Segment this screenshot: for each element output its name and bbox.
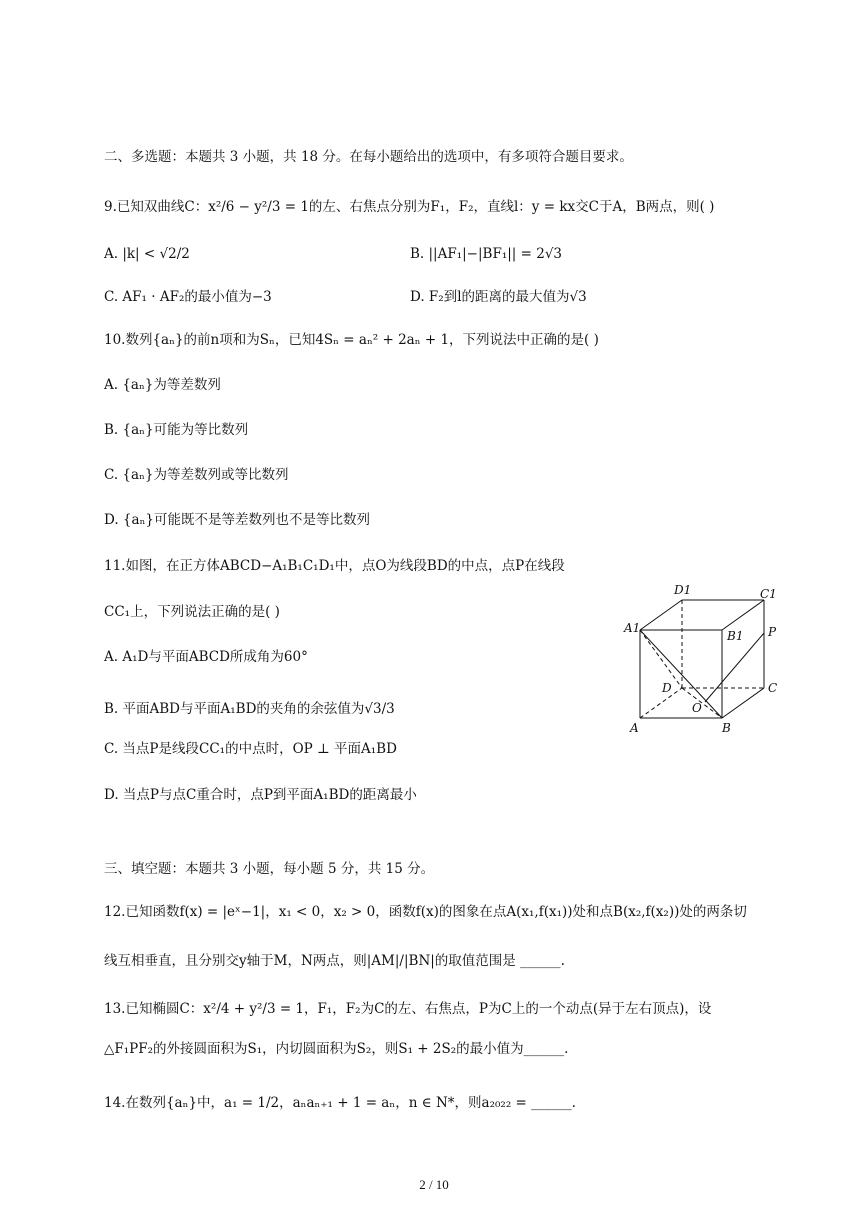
q11-option-d: D. 当点P与点C重合时，点P到平面A₁BD的距离最小 xyxy=(104,787,417,803)
q9-option-c: C. AF₁ · AF₂的最小值为−3 xyxy=(104,289,272,305)
q9-option-d: D. F₂到l的距离的最大值为√3 xyxy=(410,289,587,305)
label-d1: D1 xyxy=(674,583,692,597)
q12-line1: 12.已知函数f(x) = |eˣ−1|，x₁ < 0，x₂ > 0，函数f(x)的图象在点A(x₁,f(x₁))处和点B(x₂,f(x₂))处的两条切 xyxy=(104,904,747,920)
label-b1: B1 xyxy=(727,629,744,643)
q13-line1: 13.已知椭圆C：x²/4 + y²/3 = 1，F₁，F₂为C的左、右焦点，P为C上的一个动点(异于左右顶点)，设 xyxy=(104,1001,712,1017)
q13-line2: △F₁PF₂的外接圆面积为S₁，内切圆面积为S₂，则S₁ + 2S₂的最小值为______. xyxy=(104,1041,569,1057)
label-d: D xyxy=(662,681,672,695)
cube-figure xyxy=(622,578,792,738)
label-c: C xyxy=(768,681,778,695)
q11-option-a: A. A₁D与平面ABCD所成角为60° xyxy=(104,649,308,665)
label-c1: C1 xyxy=(760,587,777,601)
q11-stem-line2: CC₁上，下列说法正确的是( ) xyxy=(104,604,280,620)
label-a: A xyxy=(630,721,639,735)
q11-option-b: B. 平面ABD与平面A₁BD的夹角的余弦值为√3/3 xyxy=(104,701,395,717)
q11-option-c: C. 当点P是线段CC₁的中点时，OP ⊥ 平面A₁BD xyxy=(104,741,397,757)
q9-option-b: B. ||AF₁|−|BF₁|| = 2√3 xyxy=(410,246,563,262)
q9-option-a: A. |k| < √2/2 xyxy=(104,246,190,262)
label-a1: A1 xyxy=(624,621,641,635)
q10-option-a: A. {aₙ}为等差数列 xyxy=(104,377,221,393)
label-o: O xyxy=(692,701,702,715)
q10-option-c: C. {aₙ}为等差数列或等比数列 xyxy=(104,467,289,483)
q10-option-d: D. {aₙ}可能既不是等差数列也不是等比数列 xyxy=(104,512,370,528)
label-b: B xyxy=(722,721,731,735)
q11-stem-line1: 11.如图，在正方体ABCD−A₁B₁C₁D₁中，点O为线段BD的中点，点P在线段 xyxy=(104,558,565,574)
section-heading-multiple-choice: 二、多选题：本题共 3 小题，共 18 分。在每小题给出的选项中，有多项符合题目要求。 xyxy=(104,149,633,165)
q10-stem: 10.数列{aₙ}的前n项和为Sₙ，已知4Sₙ = aₙ² + 2aₙ + 1，下列说法中正确的是( ) xyxy=(104,332,599,348)
q12-line2: 线互相垂直，且分别交y轴于M，N两点，则|AM|/|BN|的取值范围是 ______. xyxy=(104,953,565,969)
page-number: 2 / 10 xyxy=(419,1177,449,1192)
q9-stem: 9.已知双曲线C：x²/6 − y²/3 = 1的左、右焦点分别为F₁，F₂，直线l：y = kx交C于A，B两点，则( ) xyxy=(104,199,715,215)
section-heading-fill-in: 三、填空题：本题共 3 小题，每小题 5 分，共 15 分。 xyxy=(104,861,435,877)
q14-line1: 14.在数列{aₙ}中，a₁ = 1/2，aₙaₙ₊₁ + 1 = aₙ，n ∈ N*，则a₂₀₂₂ = ______. xyxy=(104,1095,576,1111)
q10-option-b: B. {aₙ}可能为等比数列 xyxy=(104,422,249,438)
label-p: P xyxy=(768,625,777,639)
